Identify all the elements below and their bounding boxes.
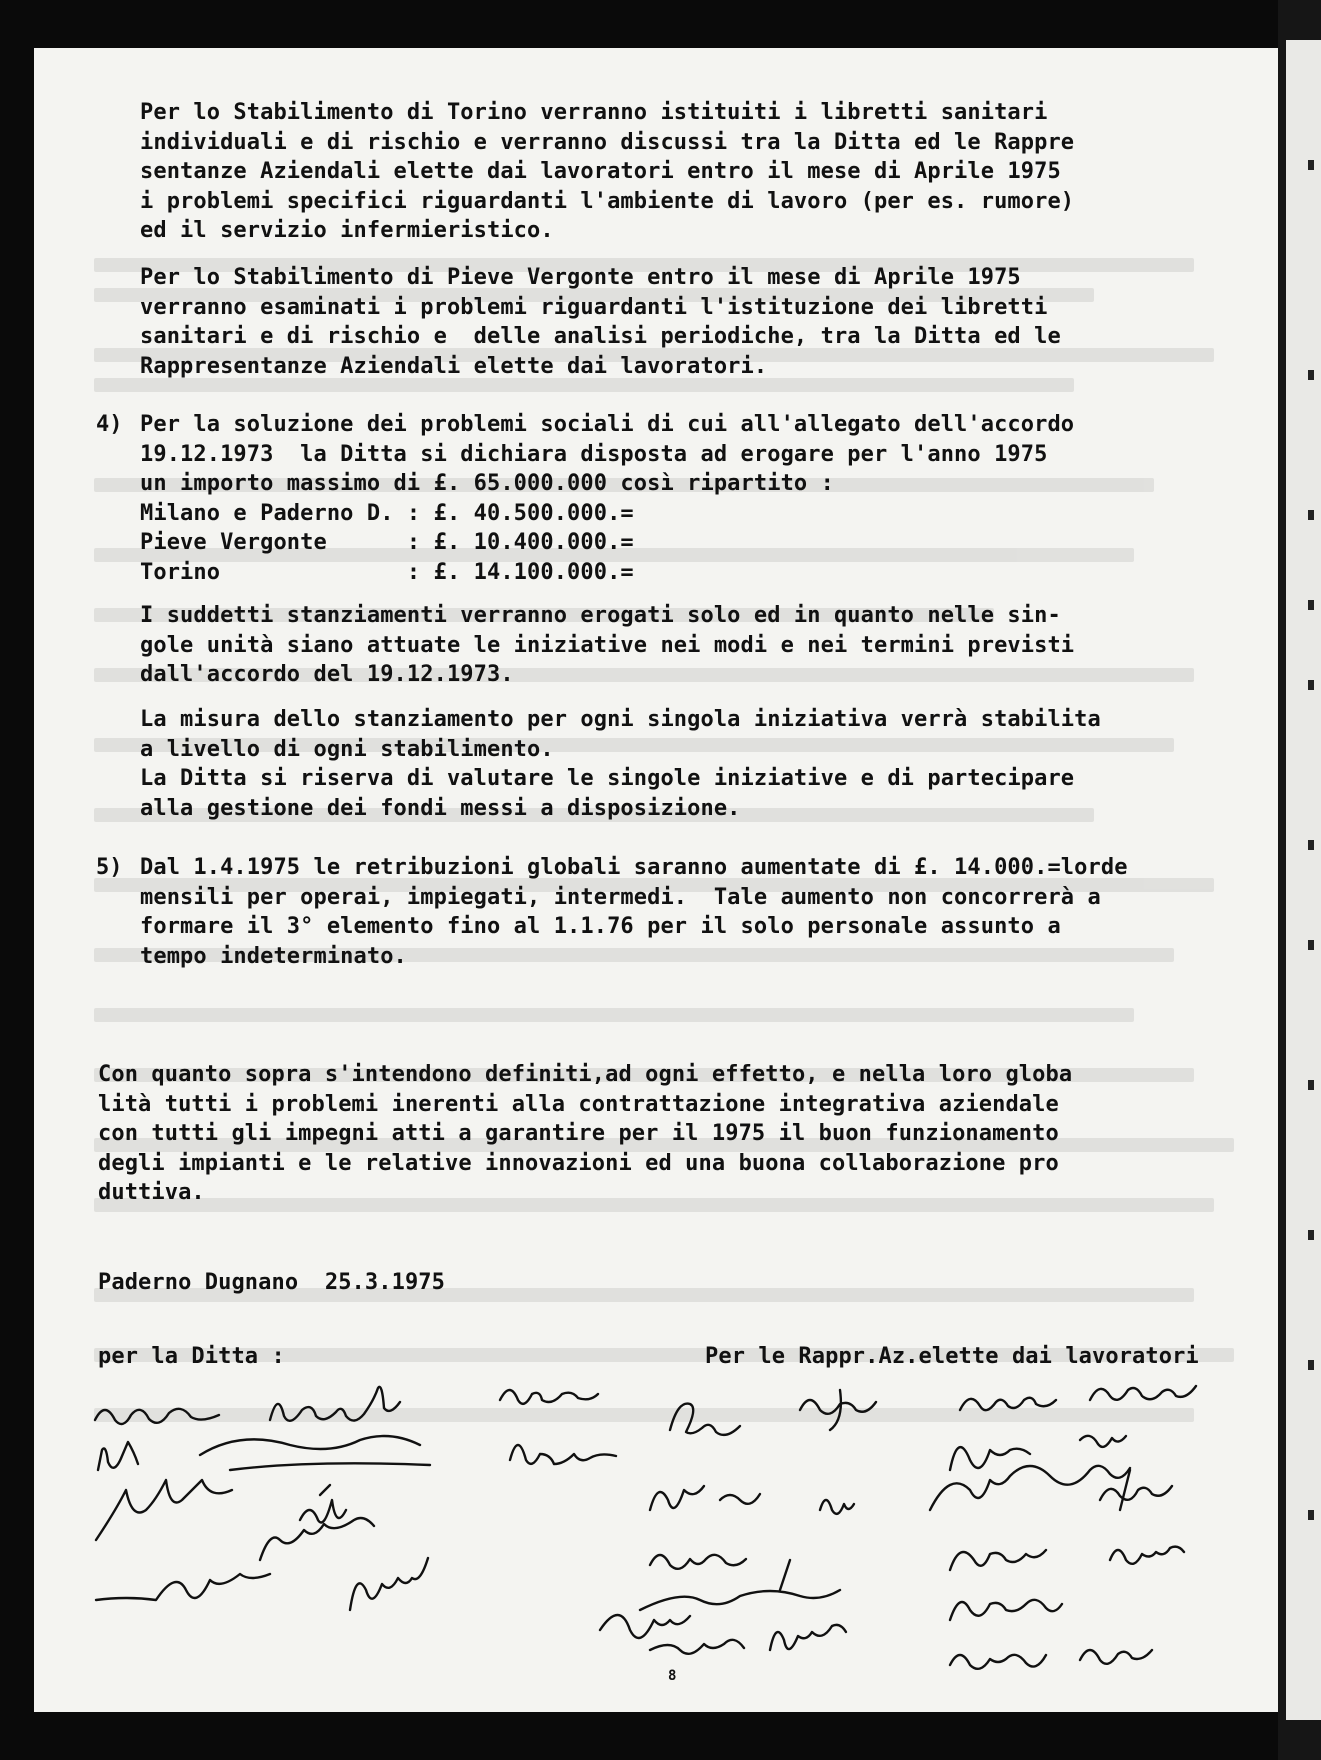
place-date: Paderno Dugnano 25.3.1975 — [98, 1270, 445, 1295]
paragraph-stanziamenti: I suddetti stanziamenti verranno erogati solo ed in quanto nelle sin- gole unità siano attuate le iniziative nei modi e nei termini previsti dall'accordo del 19.12.1973. — [140, 603, 1075, 687]
item-5-text: Dal 1.4.1975 le retribuzioni globali saranno aumentate di £. 14.000.=lorde mensili per operai, impiegati, intermedi. Tale aumento non concorrerà a formare il 3° elemento fino al 1.1.76 per il solo personale assunto a tempo indeterminato. — [140, 855, 1128, 969]
signature-label-workers: Per le Rappr.Az.elette dai lavoratori — [705, 1344, 1199, 1369]
item-number-5: 5) — [96, 855, 123, 880]
paragraph-torino: Per lo Stabilimento di Torino verranno istituiti i libretti sanitari individuali e di rischio e verranno discussi tra la Ditta ed le Rappre sentanze Aziendali elette dai lavoratori entro il mese di Aprile 1975 i problemi specifici riguardanti l'ambiente di lavoro (per es. rumore) ed il servizio infermieristico. — [140, 100, 1075, 243]
page-number: 8 — [668, 1668, 677, 1684]
paragraph-conclusion: Con quanto sopra s'intendono definiti,ad ogni effetto, e nella loro globa lità tutti i problemi inerenti alla contrattazione integrativa aziendale con tutti gli impegni atti a garantire per il 1975 il buon funzionamento degli impianti e le relative innovazioni ed una buona collaborazione pro duttiva. — [98, 1062, 1073, 1205]
signature-label-company: per la Ditta : — [98, 1344, 285, 1369]
paragraph-pieve-vergonte: Per lo Stabilimento di Pieve Vergonte entro il mese di Aprile 1975 verranno esaminati i problemi riguardanti l'istituzione dei libretti sanitari e di rischio e delle analisi periodiche, tra la Ditta ed le Rappresentanze Aziendali elette dai lavoratori. — [140, 265, 1061, 379]
paragraph-misura: La misura dello stanziamento per ogni singola iniziativa verrà stabilita a livello di ogni stabilimento. La Ditta si riserva di valutare le singole iniziative e di partecipare alla gestione dei fondi messi a disposizione. — [140, 707, 1101, 821]
item-4-text: Per la soluzione dei problemi sociali di cui all'allegato dell'accordo 19.12.1973 la Ditta si dichiara disposta ad erogare per l'anno 1975 un importo massimo di £. 65.000.000 così ripartito : Milano e Paderno D. : £. 40.500.000.= Pieve Vergonte : £. 10.400.000.= Torino : £. 14.100.000.= — [140, 412, 1075, 585]
item-number-4: 4) — [96, 412, 123, 437]
